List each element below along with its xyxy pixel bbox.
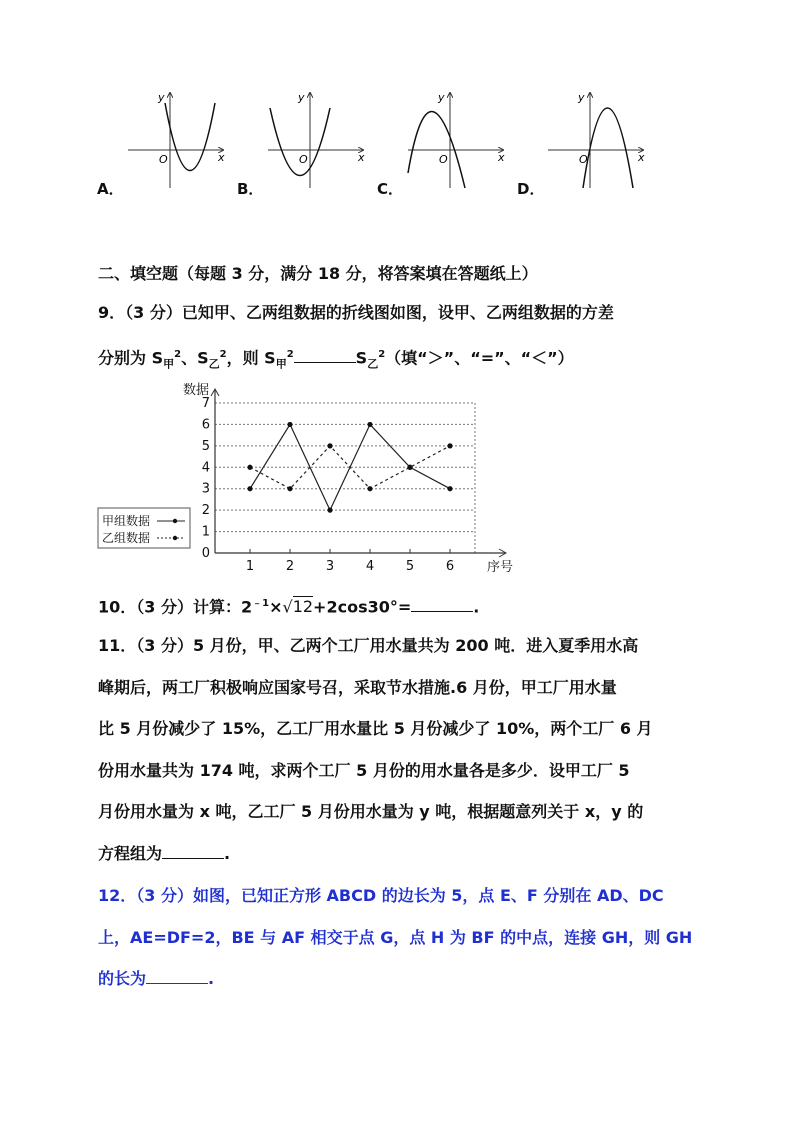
svg-text:y: y — [158, 91, 165, 104]
x-tick-label: 6 — [445, 559, 455, 574]
q9-line2: 分别为 $S_甲^2$、$S_乙^2$，则 $S_甲^2$ $S_乙^2$（填“＞”、“=”、“＜”） — [98, 347, 574, 371]
x-axis-label: 序号 — [487, 560, 514, 575]
q11-line: 份用水量共为 174 吨，求两个工厂 5 月份的用水量各是多少．设甲工厂 5 — [98, 760, 630, 780]
q11-line: 月份用水量为 x 吨，乙工厂 5 月份用水量为 y 吨，根据题意列关于 x，y 的 — [98, 802, 644, 821]
y-tick-label: 1 — [201, 524, 210, 540]
y-axis-label: 数据 — [183, 383, 210, 398]
y-tick-label: 6 — [201, 417, 210, 433]
x-tick-label: 3 — [325, 559, 335, 574]
q11-line: 11．（3 分）5 月份，甲、乙两个工厂用水量共为 200 吨．进入夏季用水高 — [98, 636, 639, 655]
graph-d — [548, 91, 645, 188]
section-title: 二、填空题（每题 3 分，满分 18 分，将答案填在答题纸上） — [98, 264, 538, 283]
data-point — [327, 443, 332, 448]
q12-line: 上，AE=DF=2，BE 与 AF 相交于点 G，点 H 为 BF 的中点，连接 GH，则 GH — [98, 927, 693, 947]
data-point — [367, 486, 372, 491]
data-point — [447, 486, 452, 491]
svg-text:O: O — [159, 153, 168, 166]
x-tick-label: 5 — [405, 559, 415, 574]
svg-text:O: O — [299, 153, 308, 166]
data-point — [287, 486, 292, 491]
svg-text:O: O — [439, 153, 448, 166]
svg-text:x: x — [218, 151, 225, 164]
question-9 — [98, 292, 698, 385]
sqrt-icon: √ — [282, 597, 293, 617]
q11-answer-blank[interactable] — [162, 842, 224, 859]
y-tick-label: 0 — [201, 546, 210, 561]
q9-line1: 9．（3 分）已知甲、乙两组数据的折线图如图，设甲、乙两组数据的方差 — [98, 303, 614, 322]
question-11 — [98, 625, 698, 874]
x-tick-label: 4 — [365, 559, 375, 574]
svg-text:y: y — [298, 91, 305, 104]
graph-a — [128, 91, 225, 188]
y-tick-label: 5 — [201, 438, 210, 454]
option-c-label: C． — [377, 180, 404, 198]
data-point — [407, 465, 412, 470]
svg-text:y: y — [578, 91, 585, 104]
data-point — [367, 422, 372, 427]
graph-c — [408, 91, 505, 188]
option-b-label: B． — [237, 180, 264, 198]
q10-answer-blank[interactable] — [411, 595, 473, 612]
option-a-label: A． — [97, 180, 124, 198]
svg-text:x: x — [498, 151, 505, 164]
legend-marker — [173, 519, 177, 523]
svg-text:x: x — [638, 151, 645, 164]
question-12 — [98, 875, 698, 1000]
y-tick-label: 2 — [201, 503, 210, 519]
graph-b — [268, 91, 365, 188]
data-point — [247, 486, 252, 491]
data-point — [327, 508, 332, 513]
legend-label: 甲组数据 — [102, 514, 151, 528]
data-point — [247, 465, 252, 470]
data-point — [447, 443, 452, 448]
y-tick-label: 7 — [201, 396, 210, 411]
line-chart — [95, 378, 515, 576]
x-tick-label: 1 — [245, 559, 255, 574]
question-10: 10．（3 分）计算：$2^{﹣1}\times√12+2\cos 30^\circ=$ . — [98, 597, 480, 617]
option-d-label: D． — [517, 180, 545, 198]
data-point — [287, 422, 292, 427]
q12-line: 的长为 . — [98, 969, 215, 988]
legend-marker — [173, 536, 177, 540]
q9-answer-blank[interactable] — [294, 346, 356, 363]
y-tick-label: 4 — [201, 460, 210, 476]
svg-text:x: x — [358, 151, 365, 164]
x-tick-label: 2 — [285, 559, 295, 574]
q11-line: 方程组为 . — [98, 843, 231, 863]
legend-label: 乙组数据 — [102, 531, 151, 545]
q12-line: 12．（3 分）如图，已知正方形 ABCD 的边长为 5，点 E、F 分别在 AD、DC — [98, 886, 664, 905]
svg-text:y: y — [438, 91, 445, 104]
q11-line: 比 5 月份减少了 15%，乙工厂用水量比 5 月份减少了 10%，两个工厂 6 月 — [98, 719, 653, 738]
q11-line: 峰期后，两工厂积极响应国家号召，采取节水措施.6 月份，甲工厂用水量 — [98, 677, 617, 697]
y-tick-label: 3 — [201, 481, 210, 497]
q12-answer-blank[interactable] — [146, 967, 208, 984]
svg-text:O: O — [579, 153, 588, 166]
